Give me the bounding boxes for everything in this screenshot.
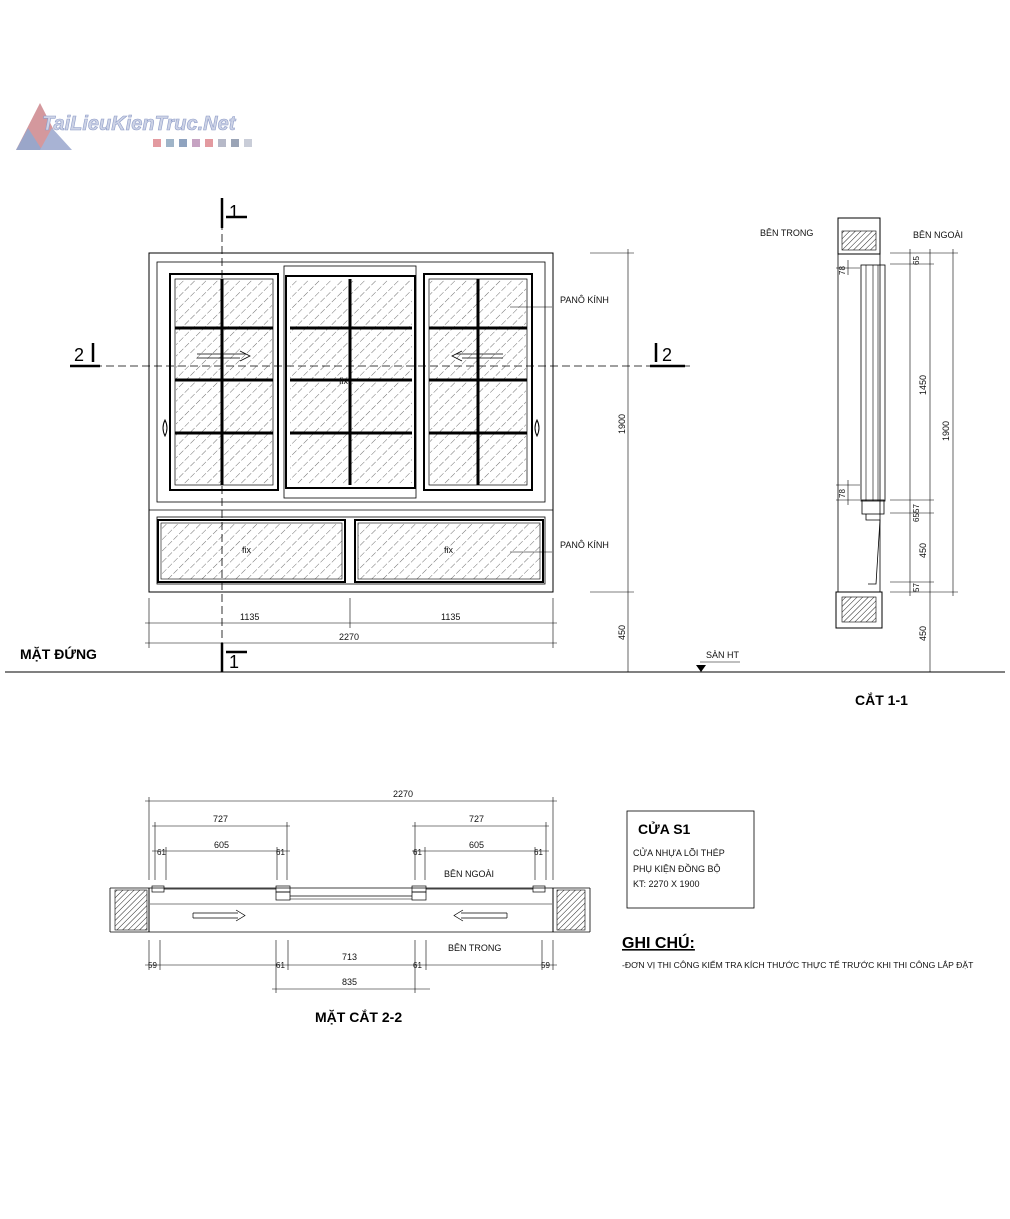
plan-arrow-right: [193, 910, 245, 921]
section-1-1-view: [836, 218, 958, 672]
plan-dim-61-b: 61: [276, 848, 285, 857]
section-1-1-outside: BÊN NGOÀI: [913, 230, 964, 240]
dim-height: 1900: [617, 413, 627, 434]
dim-57-bottom: 57: [912, 583, 921, 592]
plan-dim-605-right: 605: [469, 840, 485, 850]
note-block: [622, 933, 974, 970]
note-text: -ĐƠN VỊ THI CÔNG KIỂM TRA KÍCH THƯỚC THỰC TẾ TRƯỚC KHI THI CÔNG LẮP ĐẶT: [622, 960, 974, 970]
plan-dim-total: 2270: [393, 789, 414, 799]
floor-label: SÀN HT: [706, 650, 740, 660]
watermark-text: TaiLieuKienTruc.Net: [42, 113, 236, 135]
plan-dim-61-d: 61: [534, 848, 543, 857]
plan-dim-727-right: 727: [469, 814, 485, 824]
section-1-top-label: 1: [229, 202, 240, 222]
pano-kinh-lower-label: PANÔ KÍNH: [560, 540, 609, 550]
plan-dim-61-c: 61: [413, 848, 422, 857]
dim-sill: 450: [617, 624, 627, 640]
spec-line-2: PHỤ KIỆN ĐỒNG BỘ: [633, 864, 721, 874]
section-2-2-texts: [148, 789, 550, 1025]
plan-dim-61-a: 61: [157, 848, 166, 857]
spec-box: [627, 811, 754, 908]
section-1-1-title: CẮT 1-1: [855, 692, 908, 708]
plan-dim-59-right: 59: [541, 961, 550, 970]
plan-inside-label: BÊN TRONG: [448, 943, 502, 953]
watermark-swatches: [153, 139, 252, 147]
fix-label-lower-left: fix: [242, 545, 251, 555]
dim-1450: 1450: [918, 374, 928, 395]
plan-outside-label: BÊN NGOÀI: [444, 869, 495, 879]
spec-title: CỬA S1: [638, 821, 691, 837]
section-2-2-view: [110, 797, 590, 993]
dim-450-section: 450: [918, 542, 928, 558]
dim-half-left: 1135: [240, 612, 260, 622]
dim-78-bottom: 78: [838, 489, 847, 498]
section-2-left-label: 2: [74, 345, 85, 365]
dim-57-top: 57: [912, 504, 921, 513]
spec-line-1: CỬA NHỰA LÕI THÉP: [633, 848, 725, 858]
plan-arrow-left: [454, 910, 507, 921]
plan-dim-61-f: 61: [413, 961, 422, 970]
section-2-2-title: MẶT CẮT 2-2: [315, 1009, 403, 1025]
dim-65-top: 65: [912, 256, 921, 265]
plan-dim-61-e: 61: [276, 961, 285, 970]
plan-dim-835: 835: [342, 977, 358, 987]
dim-total-width: 2270: [339, 632, 360, 642]
section-1-1-texts: [760, 228, 963, 708]
plan-dim-59-left: 59: [148, 961, 157, 970]
note-title: GHI CHÚ:: [622, 935, 695, 952]
dim-450-sill: 450: [918, 625, 928, 641]
dim-half-right: 1135: [441, 612, 461, 622]
plan-dim-605-left: 605: [214, 840, 230, 850]
spec-line-3: KT: 2270 X 1900: [633, 879, 700, 889]
fix-label-lower-right: fix: [444, 545, 453, 555]
section-2-right-label: 2: [662, 345, 673, 365]
plan-dim-727-left: 727: [213, 814, 229, 824]
pano-kinh-upper-label: PANÔ KÍNH: [560, 295, 609, 305]
dim-1900-section: 1900: [941, 420, 951, 441]
dim-65-bottom: 65: [912, 513, 921, 522]
dim-78-top: 78: [838, 266, 847, 275]
elevation-title: MẶT ĐỨNG: [20, 646, 97, 662]
fix-label-center: fix: [339, 376, 348, 386]
plan-dim-713: 713: [342, 952, 358, 962]
watermark-logo: [16, 103, 252, 150]
section-1-1-inside: BÊN TRONG: [760, 228, 814, 238]
section-1-bottom-label: 1: [229, 652, 240, 672]
